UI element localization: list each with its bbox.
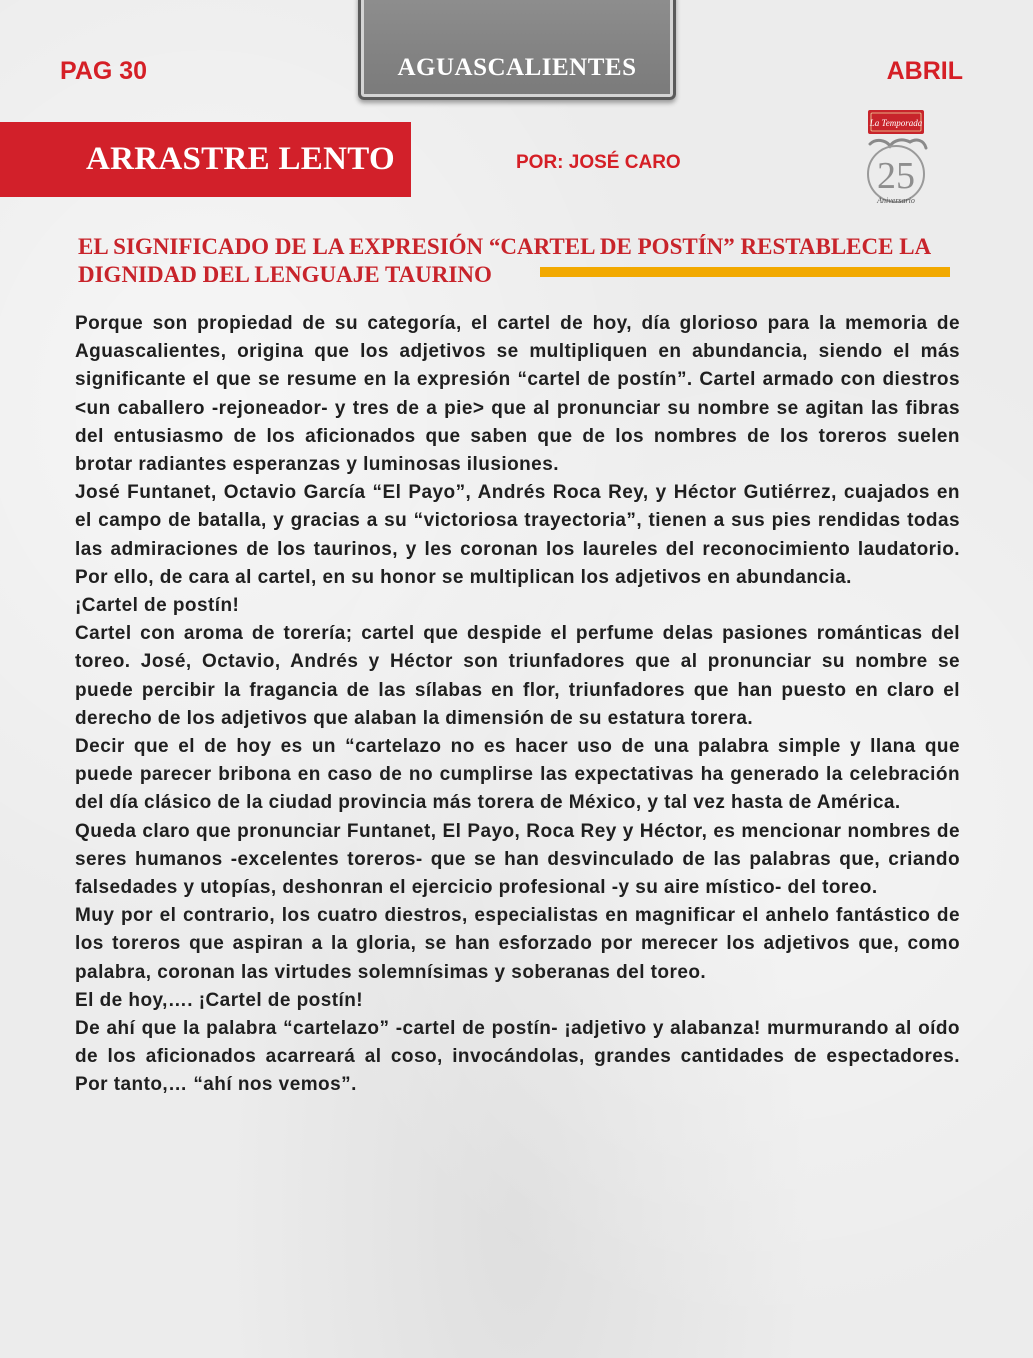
logo-brand: La Temporada <box>869 118 923 128</box>
section-title: AGUASCALIENTES <box>397 54 637 81</box>
article-paragraph: José Funtanet, Octavio García “El Payo”, Andrés Roca Rey, y Héctor Gutiérrez, cuajados en el campo de batalla, y gracias a su “victoriosa trayectoria”, tienen a sus pies rendidas todas las admiraciones de los taurinos, y les coronan los laureles del reconocimiento laudatorio. Por ello, de cara al cartel, en su honor se multiplican los adjetivos en abundancia. <box>75 482 960 588</box>
headline-rule <box>540 267 950 277</box>
article-paragraph: Porque son propiedad de su categoría, el cartel de hoy, día glorioso para la memoria de Aguascalientes, origina que los adjetivos se multipliquen en abundancia, siendo el más significante el que se resume en la expresión “cartel de postín”. Cartel armado con diestros <un caballero -rejoneador- y tres de a pie> que al pronunciar su nombre se agitan las fibras del entusiasmo de los aficionados que saben que de los nombres de los toreros suelen brotar radiantes esperanzas y luminosas ilusiones. <box>75 313 960 476</box>
article-paragraph: Cartel con aroma de torería; cartel que despide el perfume delas pasiones románticas del toreo. José, Octavio, Andrés y Héctor son triunfadores que al pronunciar su nombre se puede percibir la fragancia de las sílabas en flor, triunfadores que han puesto en claro el derecho de los adjetivos que alaban la dimensión de su estatura torera. <box>75 623 960 729</box>
anniversary-logo-icon <box>856 108 936 208</box>
section-tab <box>358 0 676 100</box>
article-paragraph: Muy por el contrario, los cuatro diestros, especialistas en magnificar el anhelo fantástico de los toreros que aspiran a la gloria, se han esforzado por merecer los adjetivos que, como palabra, coronan las virtudes solemnísimas y soberanas del toreo. <box>75 905 960 983</box>
page-number: PAG 30 <box>60 57 148 85</box>
logo-number: 25 <box>877 155 915 197</box>
article-paragraph: De ahí que la palabra “cartelazo” -cartel de postín- ¡adjetivo y alabanza! murmurando al oído de los aficionados acarreará al coso, invocándolas, grandes cantidades de espectadores. Por tanto,… “ahí nos vemos”. <box>75 1018 960 1096</box>
article-paragraph: Decir que el de hoy es un “cartelazo no es hacer uso de una palabra simple y llana que puede parecer bribona en caso de no cumplirse las expectativas ha generado la celebración del día clásico de la ciudad provincia más torera de México, y tal vez hasta de América. <box>75 736 960 814</box>
article-paragraph: ¡Cartel de postín! <box>75 595 240 617</box>
column-banner <box>0 122 411 197</box>
byline: POR: JOSÉ CARO <box>516 152 681 173</box>
article-headline: EL SIGNIFICADO DE LA EXPRESIÓN “CARTEL DE POSTÍN” RESTABLECE LA DIGNIDAD DEL LENGUAJE TAURINO <box>78 234 930 287</box>
issue-month: ABRIL <box>886 57 963 85</box>
article-paragraph: El de hoy,…. ¡Cartel de postín! <box>75 989 364 1011</box>
column-title: ARRASTRE LENTO <box>86 141 395 177</box>
article-paragraph: Queda claro que pronunciar Funtanet, El Payo, Roca Rey y Héctor, es mencionar nombres de seres humanos -excelentes toreros- que se han desvinculado de las palabras que, criando falsedades y utopías, deshonran el ejercicio profesional -y su aire místico- del toreo. <box>75 820 960 899</box>
article-body <box>75 310 960 1100</box>
logo-caption: Aniversario <box>877 196 915 205</box>
